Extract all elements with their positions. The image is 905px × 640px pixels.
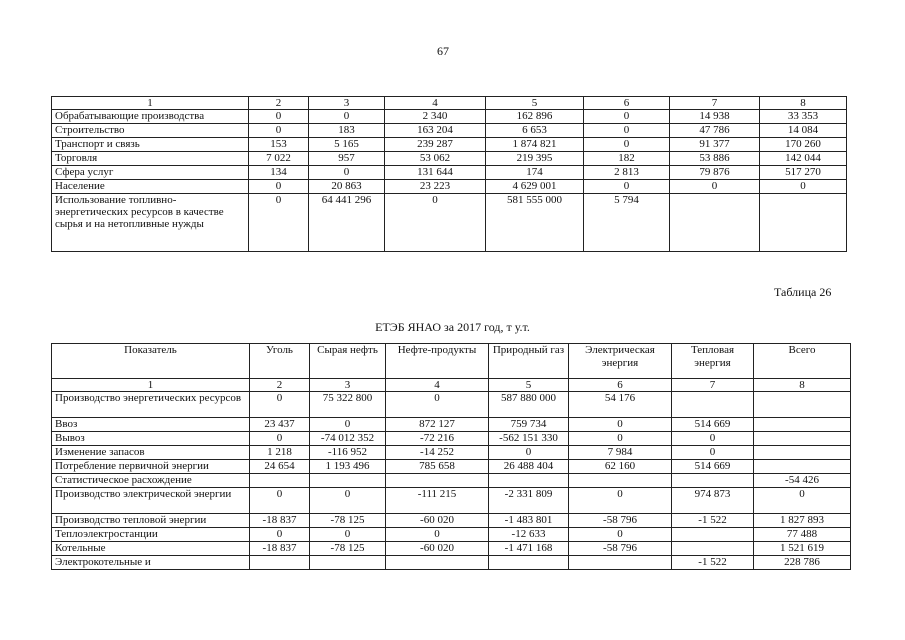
table-cell: 23 223	[385, 180, 486, 194]
table-cell	[250, 556, 310, 570]
table-cell: 7 022	[249, 152, 309, 166]
table-row	[52, 392, 851, 418]
consumption-table	[51, 96, 847, 252]
column-number: 4	[386, 379, 489, 392]
table-cell	[386, 474, 489, 488]
column-header: Природный газ	[489, 344, 569, 379]
table-row	[52, 542, 851, 556]
table-cell: 0	[249, 110, 309, 124]
table-row	[52, 138, 847, 152]
table-cell: -78 125	[310, 542, 386, 556]
table-cell: 1 827 893	[754, 514, 851, 528]
table-cell: 4 629 001	[486, 180, 584, 194]
table-cell: 0	[249, 180, 309, 194]
row-label: Потребление первичной энергии	[52, 460, 250, 474]
table-cell: 0	[249, 194, 309, 252]
row-label: Ввоз	[52, 418, 250, 432]
table-cell: 0	[310, 488, 386, 514]
table-row	[52, 180, 847, 194]
table-cell: 79 876	[670, 166, 760, 180]
table-cell: 0	[309, 166, 385, 180]
table-cell: 75 322 800	[310, 392, 386, 418]
table-cell	[310, 474, 386, 488]
table-cell	[569, 474, 672, 488]
table-cell: 91 377	[670, 138, 760, 152]
table-cell	[250, 474, 310, 488]
table-cell: 1 521 619	[754, 542, 851, 556]
table-cell	[754, 418, 851, 432]
table-cell: 0	[249, 124, 309, 138]
table-cell: -562 151 330	[489, 432, 569, 446]
column-header: Всего	[754, 344, 851, 379]
column-header: Показатель	[52, 344, 250, 379]
table-cell: 0	[569, 528, 672, 542]
table-cell	[754, 460, 851, 474]
table-cell: 142 044	[760, 152, 847, 166]
table-cell: -58 796	[569, 542, 672, 556]
table-cell: 62 160	[569, 460, 672, 474]
row-label: Вывоз	[52, 432, 250, 446]
table-cell: 183	[309, 124, 385, 138]
table-row	[52, 166, 847, 180]
row-label: Статистическое расхождение	[52, 474, 250, 488]
table-cell	[760, 194, 847, 252]
table-cell: 581 555 000	[486, 194, 584, 252]
row-label: Производство энергетических ресурсов	[52, 392, 250, 418]
column-number: 2	[249, 97, 309, 110]
column-number: 5	[489, 379, 569, 392]
table-label: Таблица 26	[774, 285, 832, 299]
table-cell	[754, 432, 851, 446]
table-cell: 0	[386, 528, 489, 542]
table-title: ЕТЭБ ЯНАО за 2017 год, т у.т.	[375, 320, 530, 334]
table-cell: -74 012 352	[310, 432, 386, 446]
table-row	[52, 432, 851, 446]
table-cell	[386, 556, 489, 570]
column-number: 8	[760, 97, 847, 110]
table-cell: 6 653	[486, 124, 584, 138]
table-cell: 23 437	[250, 418, 310, 432]
table-row	[52, 194, 847, 252]
column-number: 8	[754, 379, 851, 392]
table-cell: 0	[584, 124, 670, 138]
table-row	[52, 460, 851, 474]
column-numbers-row	[52, 379, 851, 392]
table-cell: 26 488 404	[489, 460, 569, 474]
table-row	[52, 528, 851, 542]
row-label: Сфера услуг	[52, 166, 249, 180]
table-cell: 0	[584, 180, 670, 194]
column-header: Уголь	[250, 344, 310, 379]
table-cell: -14 252	[386, 446, 489, 460]
table-cell: 0	[670, 180, 760, 194]
table-cell: 5 794	[584, 194, 670, 252]
table-row	[52, 110, 847, 124]
table-row	[52, 474, 851, 488]
table-cell: 759 734	[489, 418, 569, 432]
row-label: Строительство	[52, 124, 249, 138]
table-cell: 514 669	[672, 418, 754, 432]
table-cell: -58 796	[569, 514, 672, 528]
table-cell: 162 896	[486, 110, 584, 124]
row-label: Изменение запасов	[52, 446, 250, 460]
row-label: Торговля	[52, 152, 249, 166]
table-cell: -2 331 809	[489, 488, 569, 514]
table-cell: -72 216	[386, 432, 489, 446]
table-cell: 0	[569, 418, 672, 432]
table-cell: 785 658	[386, 460, 489, 474]
row-label: Использование топливно-энергетических ресурсов в качестве сырья и на нетопливные нужды	[52, 194, 249, 252]
table-row	[52, 556, 851, 570]
energy-balance-table	[51, 343, 851, 570]
table-cell: 0	[754, 488, 851, 514]
column-number: 7	[670, 97, 760, 110]
table-cell	[670, 194, 760, 252]
table-cell: 174	[486, 166, 584, 180]
row-label: Теплоэлектростанции	[52, 528, 250, 542]
table-row	[52, 124, 847, 138]
table-cell: 0	[386, 392, 489, 418]
table-cell: 2 340	[385, 110, 486, 124]
row-label: Электрокотельные и	[52, 556, 250, 570]
row-label: Население	[52, 180, 249, 194]
table-cell: 0	[569, 432, 672, 446]
column-number: 5	[486, 97, 584, 110]
row-label: Производство электрической энергии	[52, 488, 250, 514]
table-row	[52, 418, 851, 432]
table-cell: 163 204	[385, 124, 486, 138]
table-cell: 0	[760, 180, 847, 194]
table-cell: 53 062	[385, 152, 486, 166]
table-row	[52, 446, 851, 460]
table-cell	[672, 542, 754, 556]
table-cell: -78 125	[310, 514, 386, 528]
table-row	[52, 152, 847, 166]
table-cell: -1 471 168	[489, 542, 569, 556]
table-cell: 0	[250, 392, 310, 418]
table-cell: 239 287	[385, 138, 486, 152]
column-header: Тепловая энергия	[672, 344, 754, 379]
table-cell: 5 165	[309, 138, 385, 152]
table-cell: 131 644	[385, 166, 486, 180]
table-cell: 153	[249, 138, 309, 152]
column-number: 1	[52, 97, 249, 110]
row-label: Производство тепловой энергии	[52, 514, 250, 528]
column-header-row	[52, 344, 851, 379]
table-cell: 0	[250, 488, 310, 514]
table-cell: 1 193 496	[310, 460, 386, 474]
table-cell	[672, 528, 754, 542]
table-cell: 7 984	[569, 446, 672, 460]
table-cell: 0	[250, 528, 310, 542]
table-cell	[754, 392, 851, 418]
table-cell: -18 837	[250, 514, 310, 528]
table-cell: 0	[672, 446, 754, 460]
table-cell: 0	[584, 138, 670, 152]
table-cell: 219 395	[486, 152, 584, 166]
table-cell: 33 353	[760, 110, 847, 124]
table-cell: 14 938	[670, 110, 760, 124]
table-cell: 47 786	[670, 124, 760, 138]
table-cell: 0	[310, 418, 386, 432]
table-cell: 14 084	[760, 124, 847, 138]
table-cell	[672, 474, 754, 488]
table-cell: 77 488	[754, 528, 851, 542]
table-row	[52, 488, 851, 514]
table-cell: -54 426	[754, 474, 851, 488]
table-cell: -1 522	[672, 514, 754, 528]
table-cell	[489, 556, 569, 570]
table-cell	[569, 556, 672, 570]
table-cell: -116 952	[310, 446, 386, 460]
table-cell: 24 654	[250, 460, 310, 474]
column-number: 6	[569, 379, 672, 392]
table-cell: 1 218	[250, 446, 310, 460]
table-cell: -111 215	[386, 488, 489, 514]
table-cell: 20 863	[309, 180, 385, 194]
table-cell	[754, 446, 851, 460]
column-header: Нефте-продукты	[386, 344, 489, 379]
column-number: 4	[385, 97, 486, 110]
table-cell: 0	[584, 110, 670, 124]
table-cell: 0	[385, 194, 486, 252]
table-cell: 872 127	[386, 418, 489, 432]
table-cell: 957	[309, 152, 385, 166]
table-cell: 0	[489, 446, 569, 460]
table-row	[52, 514, 851, 528]
table-cell: 53 886	[670, 152, 760, 166]
table-cell: 0	[309, 110, 385, 124]
column-numbers-row	[52, 97, 847, 110]
table-cell: 228 786	[754, 556, 851, 570]
table-cell	[310, 556, 386, 570]
table-cell: 64 441 296	[309, 194, 385, 252]
row-label: Котельные	[52, 542, 250, 556]
column-number: 3	[310, 379, 386, 392]
table-cell: -60 020	[386, 514, 489, 528]
table-cell: 134	[249, 166, 309, 180]
table-cell: -1 483 801	[489, 514, 569, 528]
table-cell: 517 270	[760, 166, 847, 180]
table-cell: 0	[569, 488, 672, 514]
table-cell	[489, 474, 569, 488]
table-cell: 1 874 821	[486, 138, 584, 152]
table-cell: 0	[672, 432, 754, 446]
table-cell: 170 260	[760, 138, 847, 152]
table-cell: -1 522	[672, 556, 754, 570]
column-number: 1	[52, 379, 250, 392]
row-label: Обрабатывающие производства	[52, 110, 249, 124]
column-header: Электрическая энергия	[569, 344, 672, 379]
page-number: 67	[437, 44, 449, 58]
table-cell: 0	[310, 528, 386, 542]
table-cell: -12 633	[489, 528, 569, 542]
column-number: 6	[584, 97, 670, 110]
column-number: 3	[309, 97, 385, 110]
table-cell: 514 669	[672, 460, 754, 474]
column-number: 2	[250, 379, 310, 392]
table-cell: 2 813	[584, 166, 670, 180]
table-cell	[672, 392, 754, 418]
table-cell: -18 837	[250, 542, 310, 556]
column-number: 7	[672, 379, 754, 392]
table-cell: -60 020	[386, 542, 489, 556]
table-cell: 54 176	[569, 392, 672, 418]
table-cell: 974 873	[672, 488, 754, 514]
table-cell: 587 880 000	[489, 392, 569, 418]
row-label: Транспорт и связь	[52, 138, 249, 152]
table-cell: 182	[584, 152, 670, 166]
table-cell: 0	[250, 432, 310, 446]
column-header: Сырая нефть	[310, 344, 386, 379]
